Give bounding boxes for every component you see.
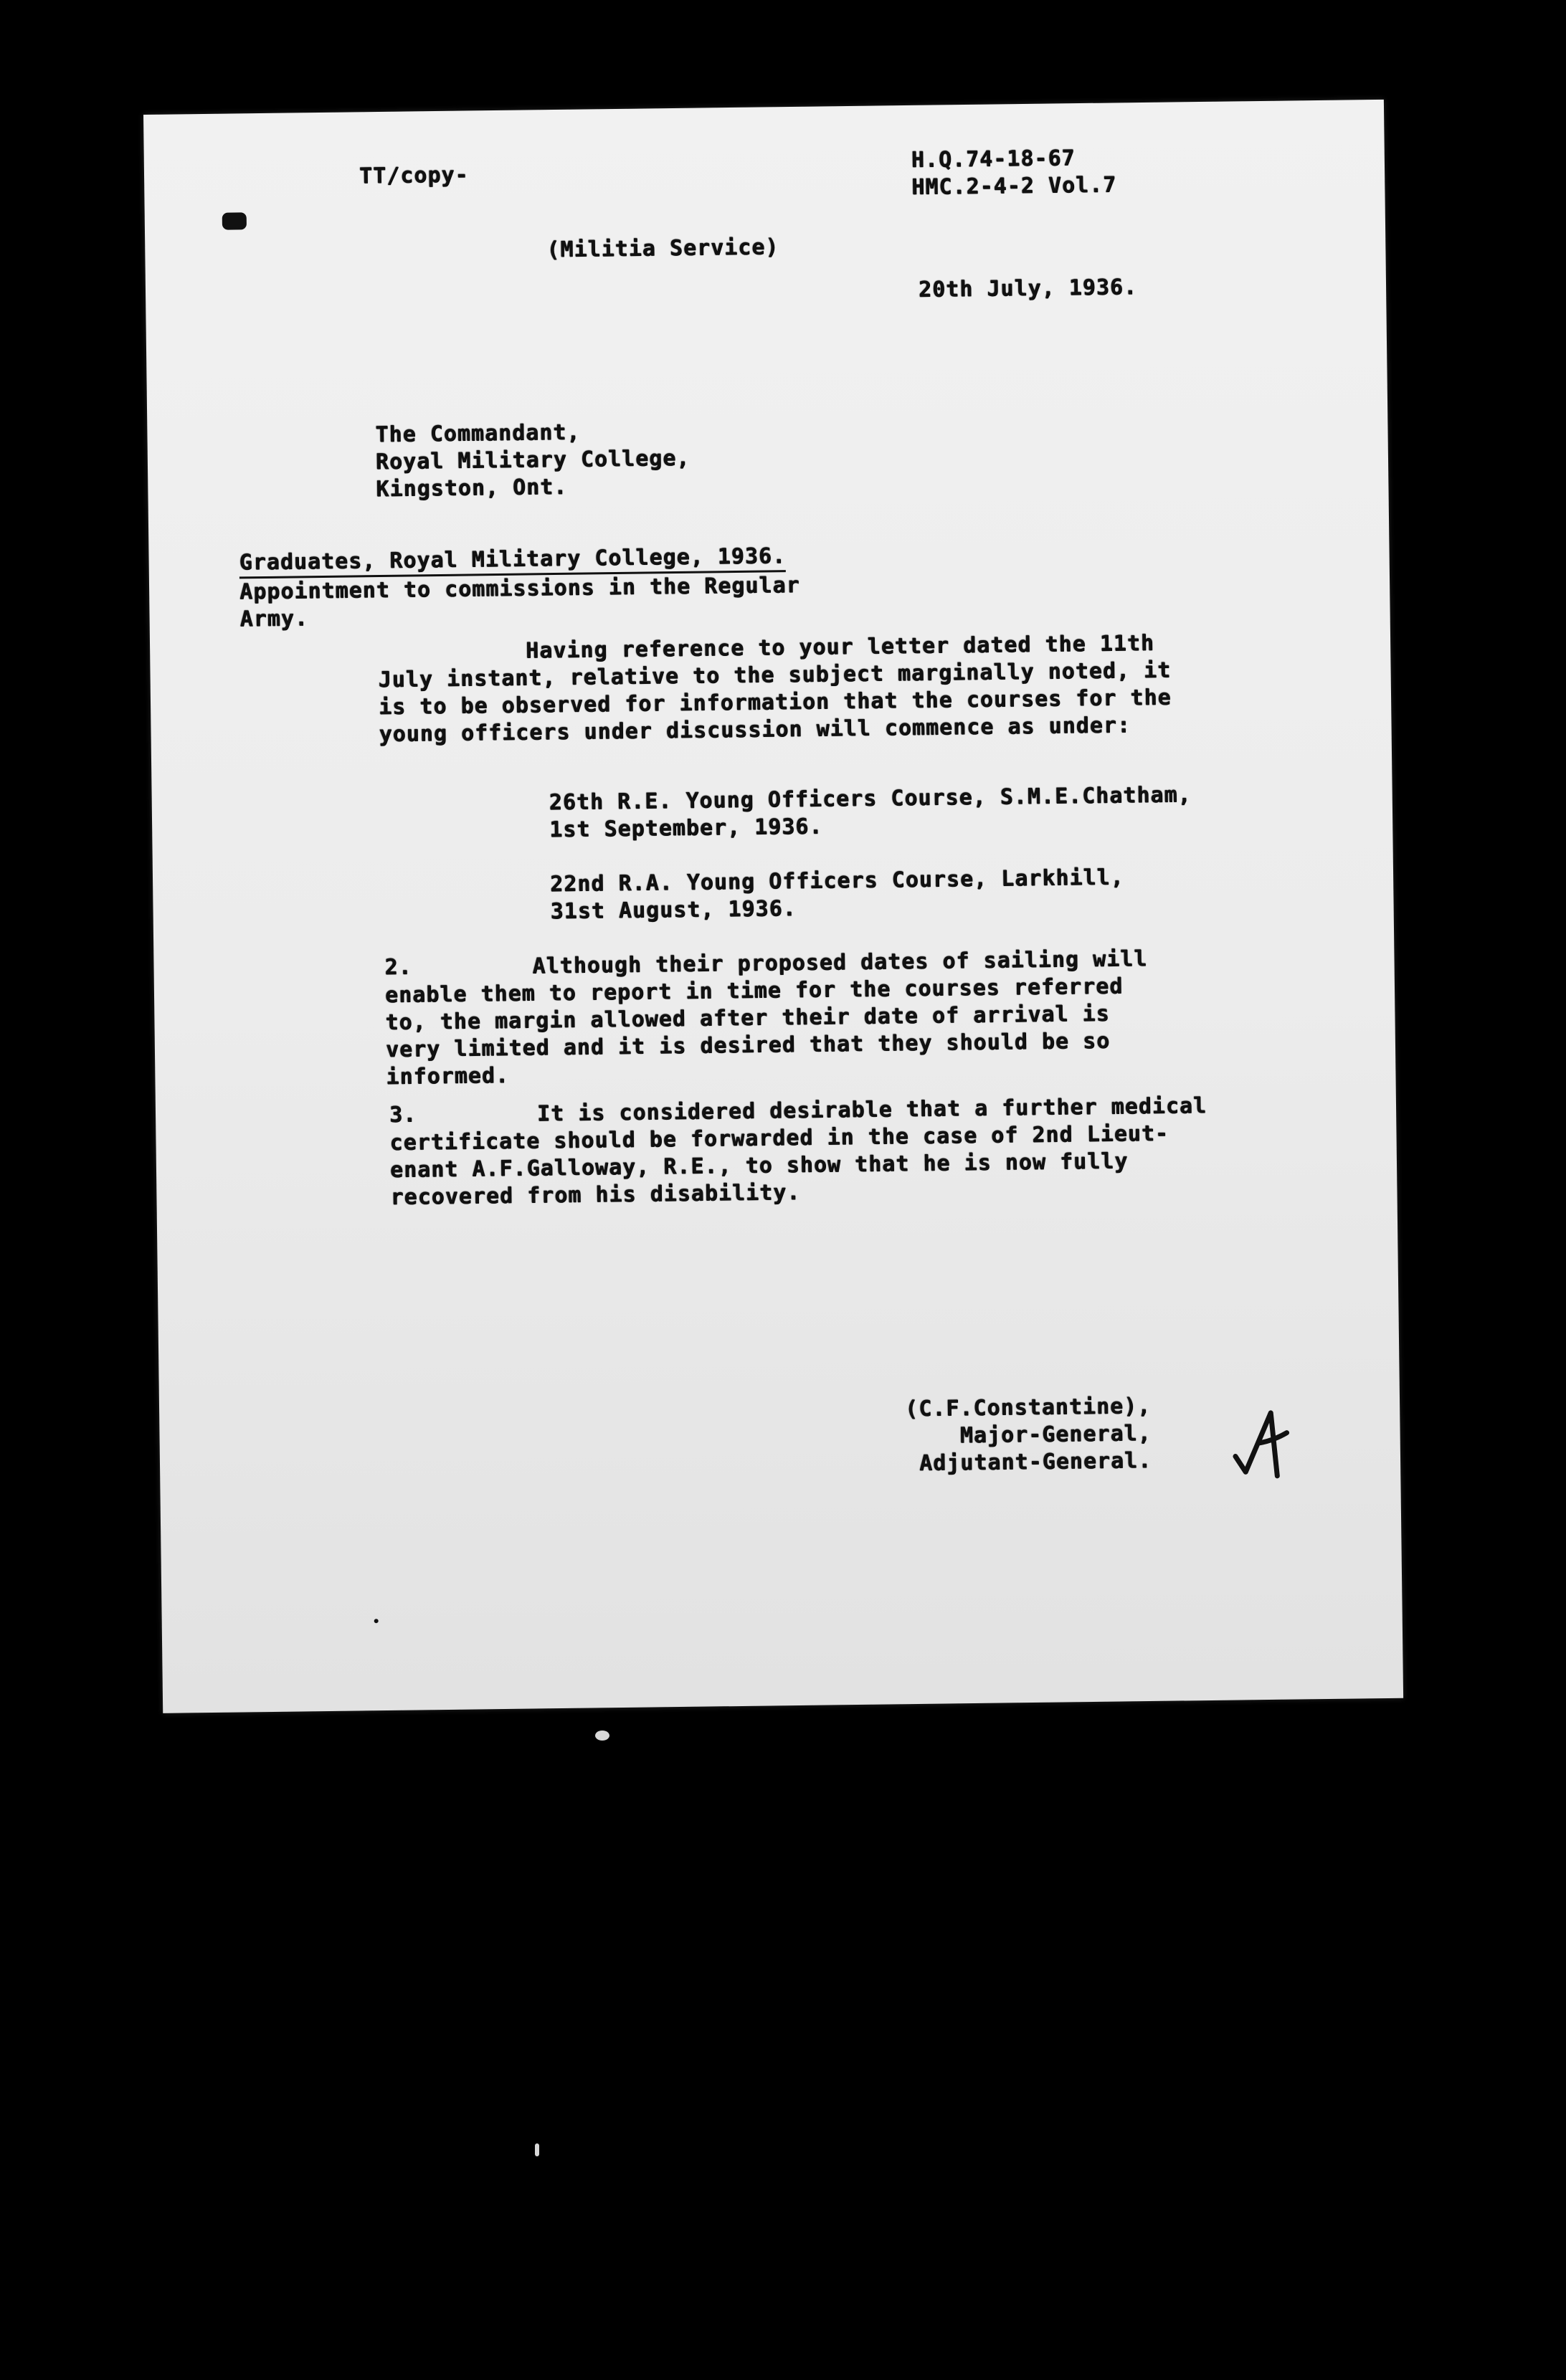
paragraph-line: enable them to report in time for the courses referred [384,974,1124,1008]
ink-dot [374,1619,379,1623]
signature-line: Major-General, [959,1420,1152,1449]
address-line: The Commandant, [375,419,581,448]
course-line: 22nd R.A. Young Officers Course, Larkhill, [549,865,1124,898]
paragraph-line: very limited and it is desired that they should be so [385,1028,1111,1062]
paragraph-line: Although their proposed dates of sailing will [532,946,1148,979]
subject-line: Army. [239,606,309,632]
ink-blot [222,212,247,229]
scan-speck [535,2143,539,2156]
course-line: 26th R.E. Young Officers Course, S.M.E.Chatham, [549,782,1192,816]
course-line: 31st August, 1936. [550,895,797,925]
initials-mark [1220,1391,1301,1485]
course-1 [549,781,1192,844]
file-reference [911,144,1117,201]
paragraph-line: informed. [386,1062,510,1090]
signature-block [905,1393,1152,1477]
document-page [143,100,1403,1713]
paragraph-line: It is considered desirable that a further medical [536,1093,1207,1127]
scan-speck [595,1731,609,1741]
file-ref-line-2: HMC.2-4-2 Vol.7 [911,172,1117,200]
address-line: Kingston, Ont. [376,474,568,503]
paragraph-line: young officers under discussion will commence as under: [379,713,1131,748]
signature-line: Adjutant-General. [919,1447,1152,1476]
paragraph-2-number: 2. [384,954,412,980]
course-line: 1st September, 1936. [549,814,823,843]
copy-mark: TT/copy- [359,162,469,189]
subject-line: Appointment to commissions in the Regular [239,572,800,605]
letter-date: 20th July, 1936. [918,275,1138,303]
address-line: Royal Military College, [375,445,691,475]
paragraph-line: is to be observed for information that the courses for the [378,685,1172,720]
subject-line: Graduates, Royal Military College, 1936. [239,543,786,579]
paragraph-line: July instant, relative to the subject marginally noted, it [378,657,1172,693]
paragraph-3 [389,1093,1208,1212]
paragraph-line: to, the margin allowed after their date of arrival is [385,1001,1110,1035]
service-heading: (Militia Service) [546,234,779,263]
paragraph-3-number: 3. [389,1102,417,1128]
paragraph-line: recovered from his disability. [390,1179,801,1210]
paragraph-2 [384,946,1149,1091]
recipient-address [375,418,691,503]
paragraph-line: Having reference to your letter dated the 11th [525,630,1155,664]
signature-line: (C.F.Constantine), [904,1393,1152,1422]
paragraph-line: certificate should be forwarded in the case of 2nd Lieut- [389,1120,1169,1156]
course-2 [550,864,1124,925]
paragraph-line: enant A.F.Galloway, R.E., to show that he is now fully [389,1148,1129,1183]
paragraph-1 [378,630,1172,748]
file-ref-line-1: H.Q.74-18-67 [911,146,1076,173]
subject-block [239,543,800,634]
